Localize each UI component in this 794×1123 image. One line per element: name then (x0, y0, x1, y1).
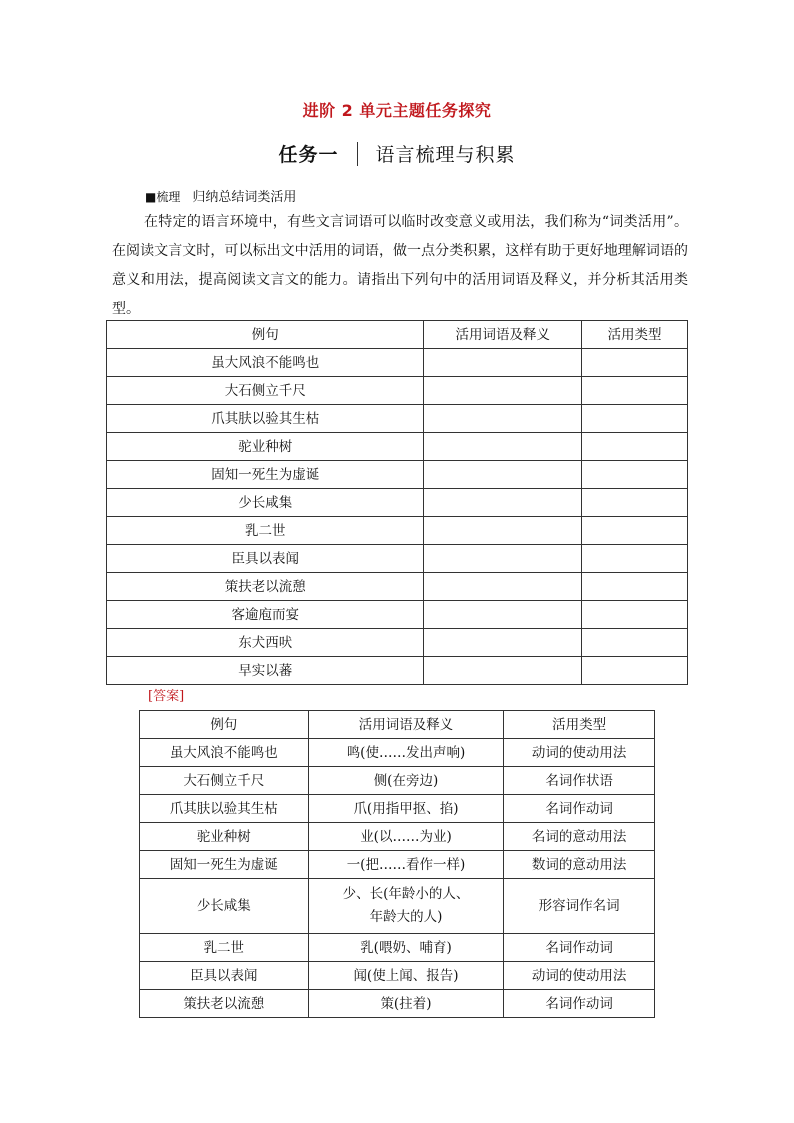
example-sentence: 臣具以表闻 (107, 545, 424, 573)
blank-cell[interactable] (582, 489, 688, 517)
blank-cell[interactable] (582, 573, 688, 601)
example-sentence: 虽大风浪不能鸣也 (140, 739, 309, 767)
table-row (140, 934, 655, 962)
table-row (107, 601, 688, 629)
example-sentence: 大石侧立千尺 (107, 377, 424, 405)
table-row (107, 657, 688, 685)
blank-cell[interactable] (424, 601, 582, 629)
example-sentence: 东犬西吠 (107, 629, 424, 657)
usage-type: 动词的使动用法 (504, 739, 655, 767)
table-row (107, 377, 688, 405)
example-sentence: 早实以蕃 (107, 657, 424, 685)
blank-cell[interactable] (582, 433, 688, 461)
blank-cell[interactable] (424, 405, 582, 433)
example-sentence: 虽大风浪不能鸣也 (107, 349, 424, 377)
blank-cell[interactable] (424, 657, 582, 685)
table-header-row (140, 711, 655, 739)
table-row (107, 489, 688, 517)
blank-cell[interactable] (424, 489, 582, 517)
answer-label: [答案] (148, 689, 185, 704)
answer-table (139, 710, 655, 1018)
blank-cell[interactable] (424, 349, 582, 377)
blank-cell[interactable] (582, 349, 688, 377)
example-sentence: 乳二世 (140, 934, 309, 962)
blank-cell[interactable] (424, 433, 582, 461)
word-meaning: 侧(在旁边) (308, 767, 504, 795)
table-row (107, 349, 688, 377)
blank-cell[interactable] (582, 517, 688, 545)
blank-cell[interactable] (582, 545, 688, 573)
example-sentence: 策扶老以流憩 (140, 990, 309, 1018)
header-cell: 活用词语及释义 (424, 321, 582, 349)
task-name: 语言梳理与积累 (375, 144, 516, 166)
example-sentence: 固知一死生为虚诞 (140, 851, 309, 879)
blank-cell[interactable] (582, 461, 688, 489)
word-meaning: 闻(使上闻、报告) (308, 962, 504, 990)
table-row (140, 739, 655, 767)
example-sentence: 固知一死生为虚诞 (107, 461, 424, 489)
word-meaning: 业(以……为业) (308, 823, 504, 851)
word-meaning: 乳(喂奶、哺育) (308, 934, 504, 962)
usage-type: 名词的意动用法 (504, 823, 655, 851)
example-sentence: 少长咸集 (107, 489, 424, 517)
blank-cell[interactable] (582, 657, 688, 685)
blank-cell[interactable] (582, 377, 688, 405)
table-row (140, 990, 655, 1018)
word-meaning: 爪(用指甲抠、掐) (308, 795, 504, 823)
blank-cell[interactable] (582, 405, 688, 433)
header-cell: 例句 (107, 321, 424, 349)
word-meaning: 一(把……看作一样) (308, 851, 504, 879)
table-row (140, 962, 655, 990)
example-sentence: 臣具以表闻 (140, 962, 309, 990)
example-sentence: 乳二世 (107, 517, 424, 545)
usage-type: 名词作动词 (504, 934, 655, 962)
usage-type: 动词的使动用法 (504, 962, 655, 990)
usage-type: 形容词作名词 (504, 879, 655, 934)
word-meaning-line2: 年龄大的人) (369, 909, 443, 925)
word-meaning: 策(拄着) (308, 990, 504, 1018)
table-row (107, 545, 688, 573)
blank-cell[interactable] (582, 601, 688, 629)
word-meaning-line1: 少、长(年龄小的人、 (342, 886, 470, 902)
section-title: 进阶 2 单元主题任务探究 (302, 101, 492, 120)
blank-cell[interactable] (424, 461, 582, 489)
table-row (140, 767, 655, 795)
word-meaning: 鸣(使……发出声响) (308, 739, 504, 767)
table-row (140, 879, 655, 934)
blank-cell[interactable] (424, 573, 582, 601)
table-row (107, 461, 688, 489)
task-heading (0, 140, 794, 168)
header-cell: 活用类型 (504, 711, 655, 739)
subheading-text: 归纳总结词类活用 (192, 190, 297, 205)
header-cell: 活用词语及释义 (308, 711, 504, 739)
exercise-table (106, 320, 688, 685)
example-sentence: 驼业种树 (140, 823, 309, 851)
header-cell: 例句 (140, 711, 309, 739)
subheading-tag: ■梳理 (145, 190, 181, 204)
usage-type: 数词的意动用法 (504, 851, 655, 879)
table-row (140, 795, 655, 823)
example-sentence: 少长咸集 (140, 879, 309, 934)
table-row (107, 433, 688, 461)
usage-type: 名词作动词 (504, 990, 655, 1018)
usage-type: 名词作动词 (504, 795, 655, 823)
header-cell: 活用类型 (582, 321, 688, 349)
example-sentence: 驼业种树 (107, 433, 424, 461)
example-sentence: 爪其肤以验其生枯 (140, 795, 309, 823)
example-sentence: 客逾庖而宴 (107, 601, 424, 629)
example-sentence: 策扶老以流憩 (107, 573, 424, 601)
usage-type: 名词作状语 (504, 767, 655, 795)
table-row (107, 517, 688, 545)
blank-cell[interactable] (424, 545, 582, 573)
word-meaning (308, 879, 504, 934)
table-row (107, 405, 688, 433)
table-row (107, 573, 688, 601)
blank-cell[interactable] (424, 377, 582, 405)
subheading (145, 186, 296, 205)
table-row (107, 629, 688, 657)
task-number: 任务一 (278, 144, 339, 166)
blank-cell[interactable] (424, 629, 582, 657)
blank-cell[interactable] (424, 517, 582, 545)
example-sentence: 爪其肤以验其生枯 (107, 405, 424, 433)
intro-paragraph: 在特定的语言环境中，有些文言词语可以临时改变意义或用法，我们称为“词类活用”。在阅读文言文时，可以标出文中活用的词语，做一点分类积累，这样有助于更好地理解词语的意义和用法，提高阅读文言文的能力。请指出下列句中的活用词语及释义，并分析其活用类型。 (112, 214, 688, 317)
table-header-row (107, 321, 688, 349)
blank-cell[interactable] (582, 629, 688, 657)
heading-divider (357, 142, 358, 166)
example-sentence: 大石侧立千尺 (140, 767, 309, 795)
table-row (140, 851, 655, 879)
table-row (140, 823, 655, 851)
